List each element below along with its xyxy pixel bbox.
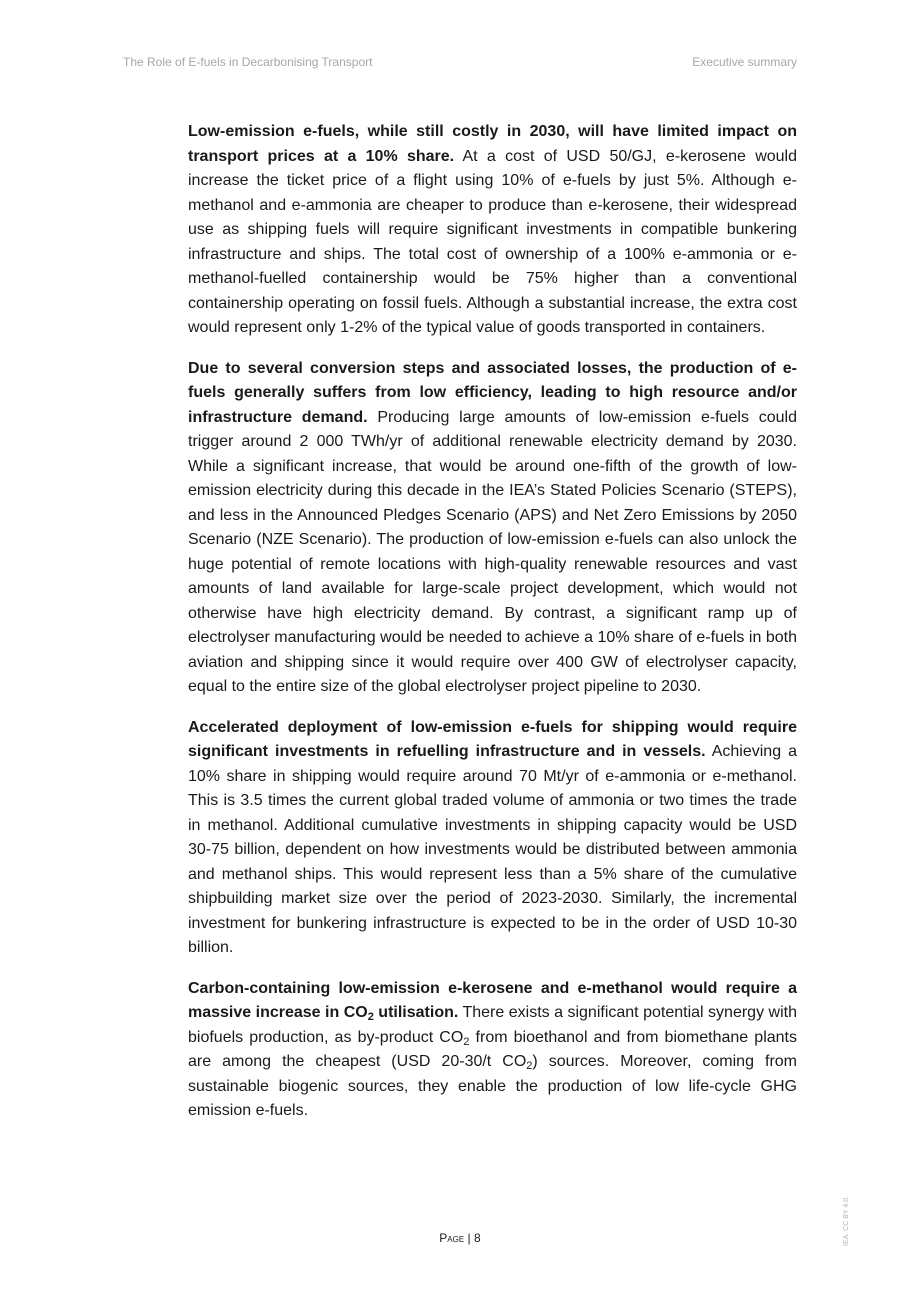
paragraph-body: from bioethanol and from biomethane plants are among the cheapest (USD 20-30/t CO (188, 1028, 797, 1070)
section-title: Executive summary (692, 55, 797, 69)
license-notice: IEA. CC BY 4.0. (843, 1195, 850, 1246)
paragraph-body: ) sources. Moreover, coming from sustainable biogenic sources, they enable the production of low life-cycle GHG emission e-fuels. (188, 1053, 798, 1119)
page-label: Page (439, 1231, 465, 1245)
paragraph-lead: Due to several conversion steps and associated losses, the production of e-fuels generally suffers from low efficiency, leading to high resource and/or infrastructure demand. (188, 359, 797, 426)
paragraph-lead: Accelerated deployment of low-emission e-fuels for shipping would require significant investments in refuelling infrastructure and in vessels. (188, 718, 797, 760)
lead-text: Carbon-containing low-emission e-kerosene and e-methanol would require a massive increase in CO (188, 979, 797, 1021)
paragraph-body: Producing large amounts of low-emission e-fuels could trigger around 2 000 TWh/yr of additional renewable electricity demand by 2030. While a significant increase, that would be around one-fifth of the growth of low-emission electricity during this decade in the IEA’s Stated Policies Scenario (STEPS), and less in the Announced Pledges Scenario (APS) and Net Zero Emissions by 2050 Scenario (NZE Scenario). The production of low-emission e-fuels can also unlock the huge potential of remote locations with high-quality renewable resources and vast amounts of land available for large-scale project development, which would not otherwise have high electricity demand. By contrast, a significant ramp up of electrolyser manufacturing would be needed to achieve a 10% share of e-fuels in both aviation and shipping since it would require over 400 GW of electrolyser capacity, equal to the entire size of the global electrolyser project pipeline to 2030. (188, 408, 797, 695)
paragraph-co2-utilisation (188, 977, 797, 1124)
subscript: 2 (367, 1011, 374, 1023)
page-number: 8 (474, 1231, 481, 1245)
running-header (123, 55, 797, 71)
paragraph-body: There exists a significant potential synergy with biofuels production, as by-product CO (188, 1004, 797, 1046)
paragraph-body: Achieving a 10% share in shipping would require around 70 Mt/yr of e-ammonia or e-methanol. This is 3.5 times the current global traded volume of ammonia or two times the trade in methanol. Additional cumulative investments in shipping capacity would be USD 30-75 billion, dependent on how investments would be distributed between ammonia and methanol ships. This would represent less than a 5% share of the cumulative shipbuilding market size over the period of 2023-2030. Similarly, the incremental investment for bunkering infrastructure is expected to be in the order of USD 10-30 billion. (188, 743, 798, 956)
page-footer (0, 1231, 920, 1245)
lead-text: utilisation. (373, 1004, 459, 1021)
paragraph-transport-prices (188, 120, 797, 341)
paragraph-lead: Low-emission e-fuels, while still costly in 2030, will have limited impact on transport prices at a 10% share. (188, 123, 797, 165)
body-text (188, 120, 797, 1140)
subscript: 2 (463, 1035, 470, 1048)
page-separator: | (464, 1231, 474, 1245)
report-title: The Role of E-fuels in Decarbonising Transport (123, 55, 373, 69)
paragraph-shipping-investment (188, 716, 797, 961)
paragraph-efficiency (188, 357, 797, 700)
subscript: 2 (526, 1060, 533, 1072)
paragraph-body: At a cost of USD 50/GJ, e-kerosene would increase the ticket price of a flight using 10% of e-fuels by just 5%. Although e-methanol and e-ammonia are cheaper to produce than e-kerosene, their widespread use as shipping fuels will require significant investments in compatible bunkering infrastructure and ships. The total cost of ownership of a 100% e-ammonia or e-methanol-fuelled containership would be 75% higher than a conventional containership operating on fossil fuels. Although a substantial increase, the extra cost would represent only 1-2% of the typical value of goods transported in containers. (188, 147, 797, 336)
